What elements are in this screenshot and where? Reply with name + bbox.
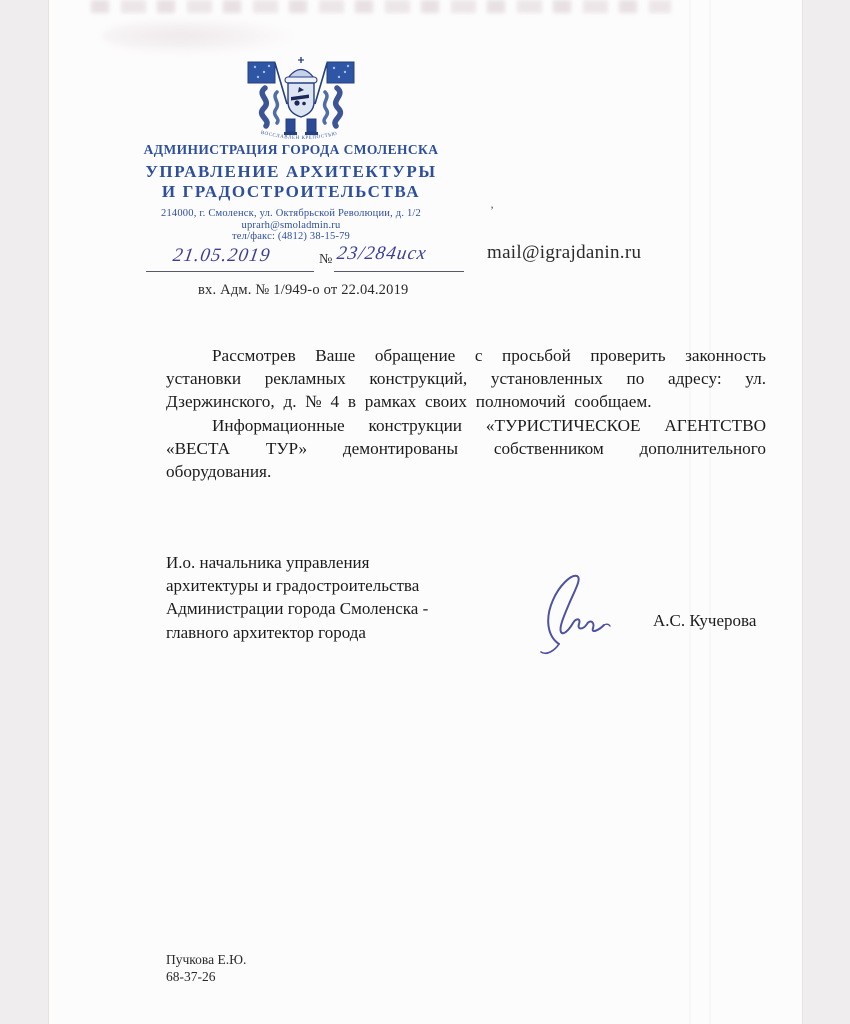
stray-mark: ’ (490, 203, 494, 217)
parent-org-title: АДМИНИСТРАЦИЯ ГОРОДА СМОЛЕНСКА (143, 142, 439, 157)
body-paragraph-2: Информационные конструкции «ТУРИСТИЧЕСКОЕ АГЕНТСТВО «ВЕСТА ТУР» демонтированы собственником дополнительного оборудования. (166, 415, 766, 482)
recipient-email: mail@igrajdanin.ru (487, 242, 642, 263)
executor-block (166, 951, 246, 985)
org-email: uprarh@smoladmin.ru (241, 219, 341, 231)
handwritten-date: 21.05.2019 (171, 245, 273, 266)
bleedthrough-ghost-text (91, 0, 671, 13)
bleedthrough-ghost-blob (101, 16, 301, 56)
signature-scribble (529, 566, 629, 658)
smolensk-coat-of-arms-icon (241, 56, 361, 142)
body-paragraph-1: Рассмотрев Ваше обращение с просьбой проверить законность установки рекламных конструкций, установленных по адресу: ул. Дзержинского, д. № 4 в рамках своих полномочий сообщаем. (166, 346, 766, 412)
org-address: 214000, г. Смоленск, ул. Октябрьской Революции, д. 1/2 (161, 208, 421, 219)
org-name-line2: И ГРАДОСТРОИТЕЛЬСТВА (161, 182, 421, 201)
left-flag (248, 62, 287, 104)
cap-of-monomakh (285, 57, 317, 83)
letter-body (166, 344, 766, 483)
org-phone: тел/факс: (4812) 38-15-79 (231, 231, 351, 242)
motto-ribbon (255, 131, 347, 141)
right-flag (315, 62, 354, 104)
handwritten-outgoing-number: 23/284исх (335, 243, 429, 264)
signer-title-line: Администрации города Смоленска - (166, 599, 429, 619)
document-page (48, 0, 803, 1024)
motto-text: ВОССЛАВЛЕН КРЕПОСТЬЮ (259, 130, 338, 142)
svg-text:ВОССЛАВЛЕН КРЕПОСТЬЮ (260, 131, 338, 141)
incoming-reference: вх. Адм. № 1/949-о от 22.04.2019 (198, 282, 409, 298)
pedestal-columns (284, 119, 318, 135)
signer-title-line: главного архитектор города (166, 622, 366, 642)
signer-name: А.С. Кучерова (653, 611, 757, 630)
scan-artifact-line (709, 0, 711, 1024)
executor-name: Пучкова Е.Ю. (166, 952, 247, 967)
org-name-line1: УПРАВЛЕНИЕ АРХИТЕКТУРЫ (145, 162, 437, 181)
shield-cannon-bird (288, 83, 314, 117)
signer-title-block (166, 551, 496, 644)
executor-phone: 68-37-26 (166, 969, 216, 984)
scan-artifact-line (689, 0, 691, 1024)
signer-title-line: И.о. начальника управления (166, 553, 370, 572)
number-underline (334, 271, 464, 272)
letterhead (71, 141, 511, 243)
date-underline (146, 271, 314, 272)
number-label: № (319, 252, 333, 267)
signer-title-line: архитектуры и градостроительства (166, 576, 420, 596)
